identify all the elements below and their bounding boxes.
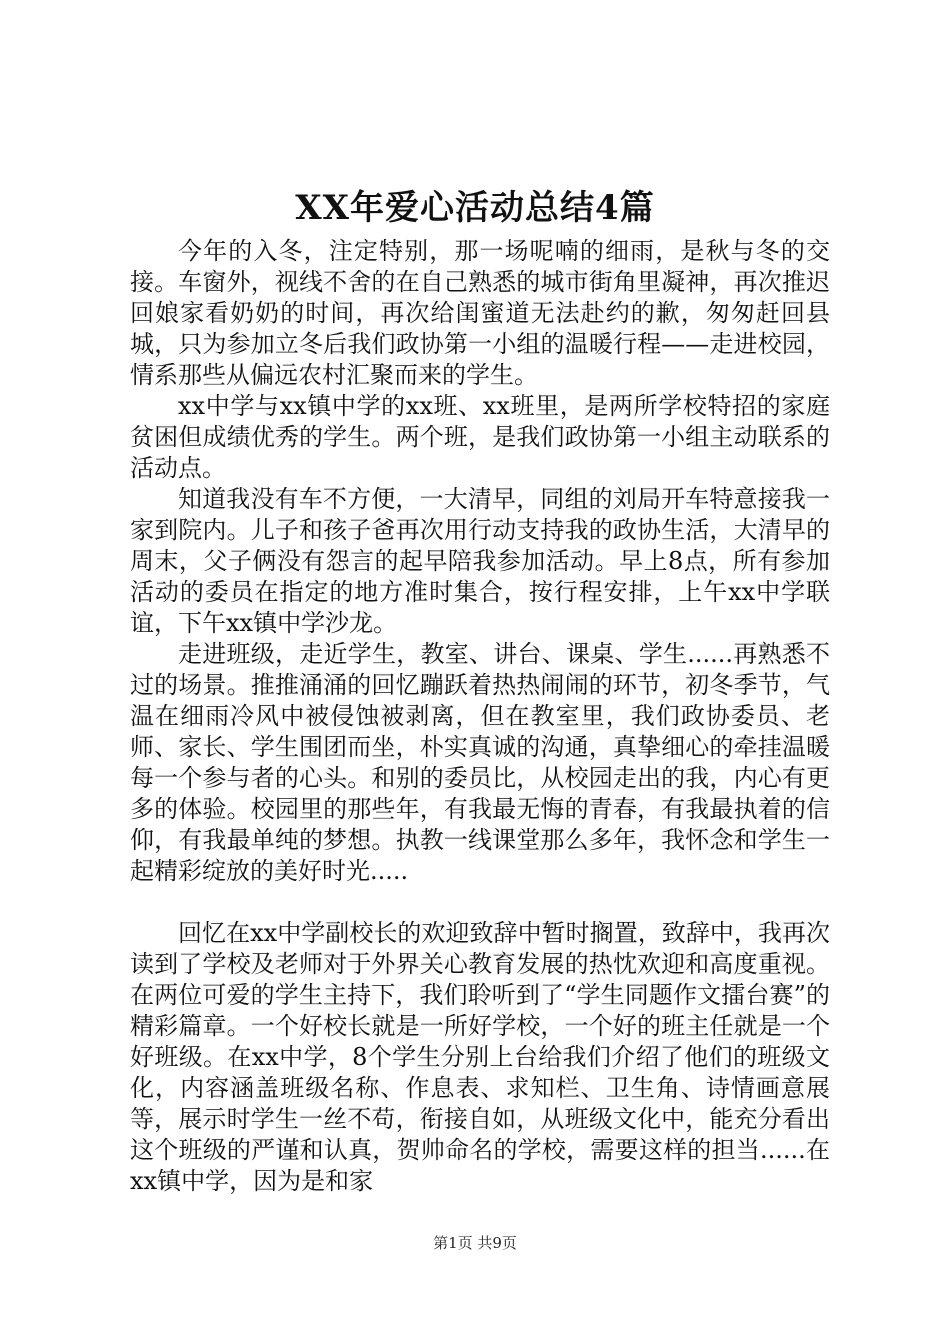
paragraph: 今年的入冬，注定特别，那一场呢喃的细雨，是秋与冬的交接。车窗外，视线不舍的在自己熟悉的城市街角里凝神，再次推迟回娘家看奶奶的时间，再次给闺蜜道无法赴约的歉，匆匆赶回县城，只为参加立冬后我们政协第一小组的温暖行程——走进校园，情系那些从偏远农村汇聚而来的学生。	[130, 237, 830, 389]
document-title: XX年爱心活动总结4篇	[295, 188, 655, 228]
paragraph: xx中学与xx镇中学的xx班、xx班里，是两所学校特招的家庭贫困但成绩优秀的学生。两个班，是我们政协第一小组主动联系的活动点。	[130, 392, 830, 482]
paragraph: 回忆在xx中学副校长的欢迎致辞中暂时搁置，致辞中，我再次读到了学校及老师对于外界关心教育发展的热忱欢迎和高度重视。在两位可爱的学生主持下，我们聆听到了“学生同题作文擂台赛”的精彩篇章。一个好校长就是一所好学校，一个好的班主任就是一个好班级。在xx中学，8个学生分别上台给我们介绍了他们的班级文化，内容涵盖班级名称、作息表、求知栏、卫生角、诗情画意展等，展示时学生一丝不苟，衔接自如，从班级文化中，能充分看出这个班级的严谨和认真，贺帅命名的学校，需要这样的担当......在xx镇中学，因为是和家	[130, 919, 830, 1195]
paragraph: 知道我没有车不方便，一大清早，同组的刘局开车特意接我一家到院内。儿子和孩子爸再次用行动支持我的政协生活，大清早的周末，父子俩没有怨言的起早陪我参加活动。早上8点，所有参加活动的委员在指定的地方准时集合，按行程安排，上午xx中学联谊，下午xx镇中学沙龙。	[130, 485, 830, 637]
document-body	[130, 236, 830, 1197]
page-number-footer: 第1页 共9页	[433, 1234, 517, 1252]
paragraph: 走进班级，走近学生，教室、讲台、课桌、学生......再熟悉不过的场景。推推涌涌的回忆蹦跃着热热闹闹的环节，初冬季节，气温在细雨冷风中被侵蚀被剥离，但在教室里，我们政协委员、老师、家长、学生围团而坐，朴实真诚的沟通，真挚细心的牵挂温暖每一个参与者的心头。和别的委员比，从校园走出的我，内心有更多的体验。校园里的那些年，有我最无悔的青春，有我最执着的信仰，有我最单纯的梦想。执教一线课堂那么多年，我怀念和学生一起精彩绽放的美好时光.....	[130, 640, 830, 885]
